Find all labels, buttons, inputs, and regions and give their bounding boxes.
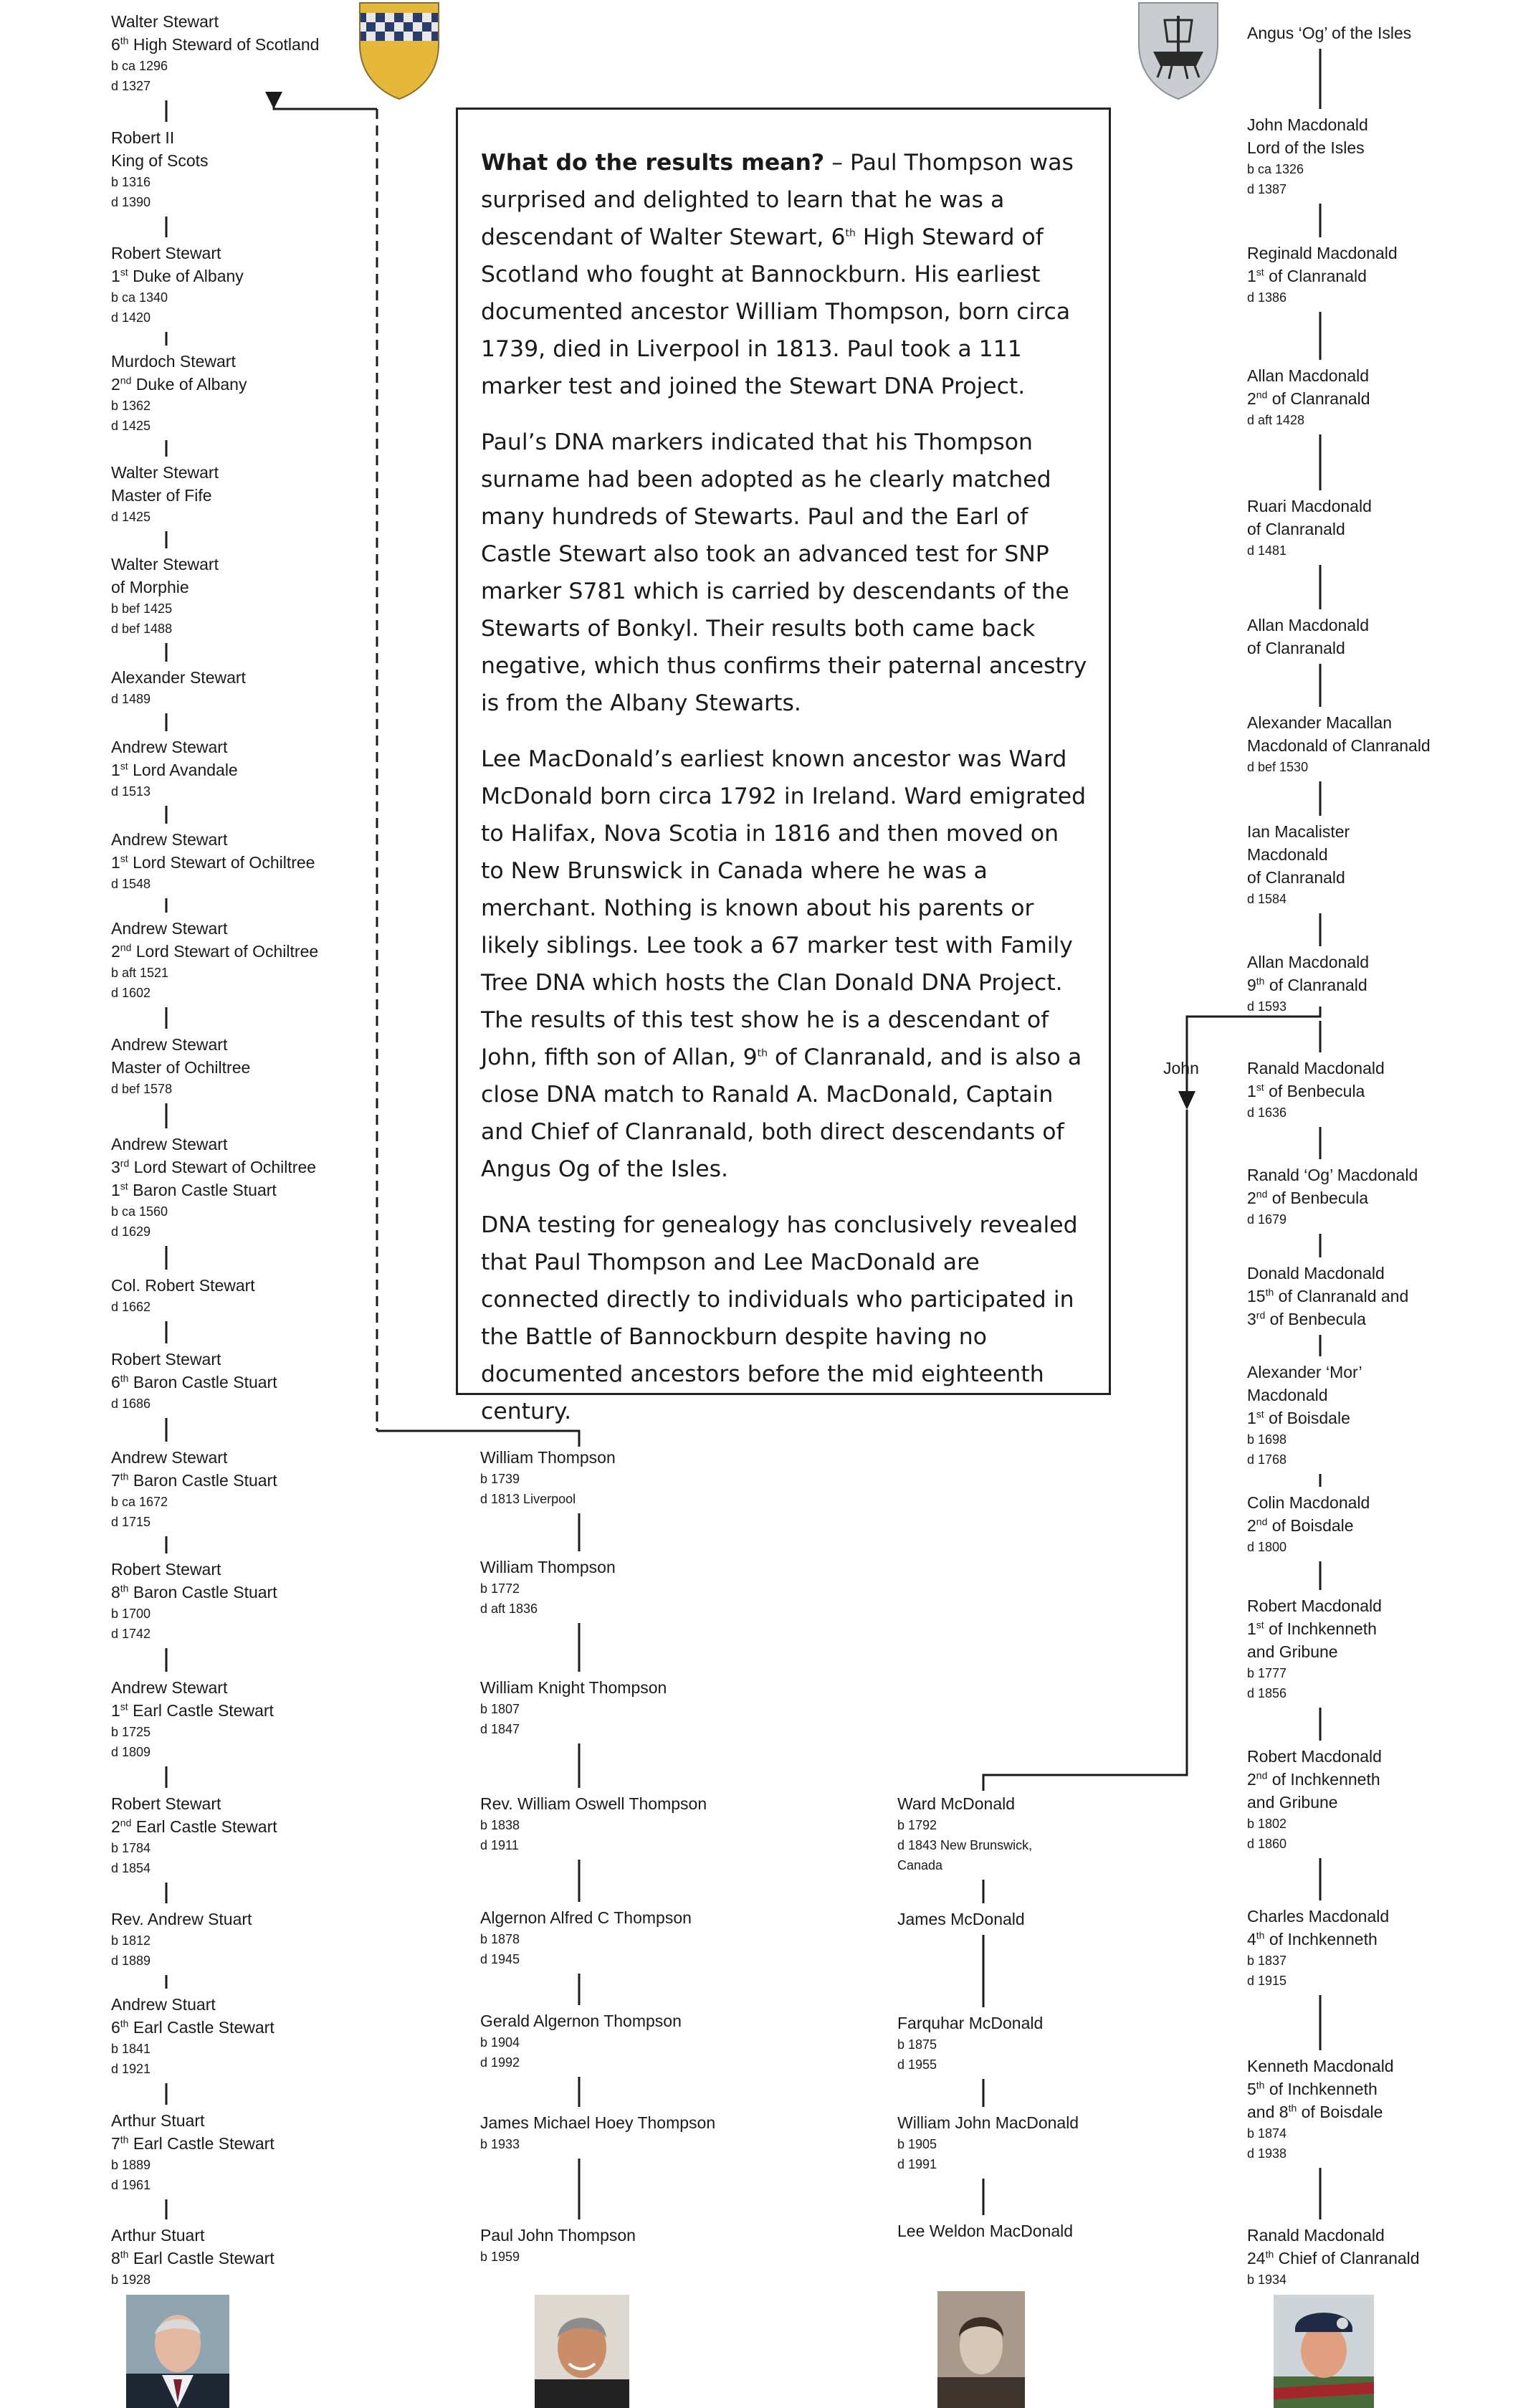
- person-stewart-9: [111, 917, 318, 1003]
- person-name: Allan Macdonald: [1247, 366, 1370, 385]
- person-title: 4th of Inchkenneth: [1247, 1929, 1378, 1948]
- person-date: b ca 1340: [111, 290, 168, 305]
- branch-label-john: John: [1163, 1059, 1199, 1077]
- paragraph-text: Paul’s DNA markers indicated that his Thompson surname had been adopted as he clearly matched many hundreds of Stewarts. Paul and the Earl of Castle Stewart also took an advanced test for SNP marker S781 which is carried by descendants of the Stewarts of Bonkyl. Their results both came back negative, which thus confirms their paternal ancestry is from the Albany Stewarts.: [481, 429, 1087, 716]
- person-date: b 1838: [480, 1818, 520, 1832]
- person-clanranald-12: [1247, 1361, 1362, 1470]
- person-date: d 1843 New Brunswick,: [897, 1838, 1033, 1852]
- person-name: William Thompson: [480, 1448, 616, 1467]
- person-name: Donald Macdonald: [1247, 1264, 1385, 1282]
- person-clanranald-3: [1247, 364, 1370, 430]
- person-stewart-15: [111, 1558, 277, 1644]
- person-date: d aft 1428: [1247, 413, 1305, 427]
- person-thompson-4: [480, 1906, 692, 1969]
- person-date: b 1959: [480, 2250, 520, 2264]
- person-date: d 1420: [111, 310, 151, 325]
- paul-thompson-photo: [535, 2295, 629, 2408]
- lee-macdonald-photo: [937, 2291, 1025, 2408]
- person-name: Ward McDonald: [897, 1794, 1016, 1813]
- person-date: d 1513: [111, 784, 151, 799]
- person-name: Rev. Andrew Stuart: [111, 1910, 252, 1928]
- person-stewart-2: [111, 242, 244, 328]
- person-title: 2nd Earl Castle Stewart: [111, 1817, 277, 1836]
- person-date: b ca 1560: [111, 1204, 168, 1219]
- person-name: Andrew Stewart: [111, 830, 228, 849]
- person-title: 2nd Lord Stewart of Ochiltree: [111, 941, 319, 961]
- person-date: b 1837: [1247, 1953, 1287, 1968]
- person-name: Andrew Stewart: [111, 1035, 228, 1054]
- person-title: 1st of Boisdale: [1247, 1408, 1350, 1427]
- person-date: b 1802: [1247, 1817, 1287, 1831]
- results-explanation-box: [456, 108, 1111, 1424]
- person-date: b ca 1672: [111, 1495, 168, 1509]
- person-name: Robert Macdonald: [1247, 1596, 1382, 1615]
- person-date: d 1548: [111, 877, 151, 891]
- person-mcdonald-0: [897, 1792, 1032, 1875]
- person-date: d 1911: [480, 1838, 519, 1852]
- person-date: d 1425: [111, 419, 151, 433]
- person-stewart-11: [111, 1133, 316, 1242]
- person-title: 2nd of Inchkenneth: [1247, 1769, 1380, 1789]
- person-stewart-19: [111, 1993, 275, 2079]
- person-date: d 1809: [111, 1745, 151, 1759]
- person-date: d 1386: [1247, 290, 1287, 305]
- person-date: d 1636: [1247, 1105, 1287, 1120]
- person-name: Charles Macdonald: [1247, 1907, 1390, 1926]
- person-title: and 8th of Boisdale: [1247, 2102, 1383, 2121]
- person-title: 1st of Inchkenneth: [1247, 1619, 1377, 1638]
- person-date: d 1679: [1247, 1212, 1287, 1227]
- arthur-stuart-photo: [126, 2295, 229, 2408]
- person-name: Robert II: [111, 128, 175, 147]
- person-name: Walter Stewart: [111, 12, 219, 31]
- person-title: 2nd of Benbecula: [1247, 1188, 1369, 1207]
- person-stewart-17: [111, 1792, 277, 1878]
- person-date: d 1921: [111, 2062, 151, 2076]
- person-title: 15th of Clanranald and: [1247, 1286, 1409, 1305]
- person-date: d aft 1836: [480, 1602, 538, 1616]
- person-clanranald-8: [1247, 951, 1369, 1017]
- person-date: d 1593: [1247, 999, 1287, 1014]
- person-title: of Clanranald: [1247, 868, 1345, 887]
- person-name: Andrew Stewart: [111, 1678, 228, 1697]
- person-name: Ranald Macdonald: [1247, 2226, 1385, 2245]
- person-title: Lord of the Isles: [1247, 138, 1365, 157]
- person-title: 8th Earl Castle Stewart: [111, 2248, 275, 2267]
- person-name: Allan Macdonald: [1247, 953, 1370, 971]
- person-date: d 1327: [111, 79, 151, 93]
- explanation-paragraph: [481, 144, 1087, 405]
- person-date: b 1698: [1247, 1432, 1287, 1447]
- person-date: d 1860: [1247, 1837, 1287, 1851]
- person-date: d 1992: [480, 2055, 520, 2070]
- person-stewart-1: [111, 126, 209, 212]
- person-thompson-5: [480, 2009, 682, 2073]
- person-stewart-7: [111, 736, 238, 801]
- person-date: b 1878: [480, 1932, 520, 1946]
- person-title: 3rd Lord Stewart of Ochiltree: [111, 1157, 317, 1176]
- person-mcdonald-4: [897, 2219, 1073, 2242]
- person-name: John Macdonald: [1247, 115, 1368, 134]
- person-date: d 1768: [1247, 1452, 1287, 1467]
- person-clanranald-0: [1247, 22, 1411, 44]
- person-name: Alexander Stewart: [111, 668, 246, 687]
- person-date: b 1777: [1247, 1666, 1287, 1680]
- person-name: Robert Stewart: [111, 1794, 221, 1813]
- person-thompson-2: [480, 1676, 667, 1739]
- person-title: Master of Ochiltree: [111, 1058, 251, 1077]
- person-mcdonald-3: [897, 2111, 1079, 2174]
- person-date: b 1772: [480, 1581, 520, 1596]
- person-mcdonald-1: [897, 1908, 1025, 1931]
- person-title: 9th of Clanranald: [1247, 975, 1367, 994]
- person-date: d 1390: [111, 195, 151, 209]
- person-date: d 1425: [111, 510, 151, 524]
- person-title: Macdonald: [1247, 1386, 1328, 1404]
- person-date: d bef 1578: [111, 1082, 173, 1096]
- person-name: William Thompson: [480, 1558, 616, 1576]
- person-name: Alexander Macallan: [1247, 713, 1393, 732]
- person-name: Alexander ‘Mor’: [1247, 1363, 1362, 1381]
- person-title: 1st Lord Stewart of Ochiltree: [111, 852, 315, 872]
- paragraph-lead: What do the results mean?: [481, 150, 825, 176]
- person-title: King of Scots: [111, 151, 209, 170]
- person-name: Andrew Stuart: [111, 1995, 216, 2014]
- paragraph-text: Lee MacDonald’s earliest known ancestor was Ward McDonald born circa 1792 in Ireland. Ward emigrated to Halifax, Nova Scotia in 1816 and then moved on to New Brunswick in Canada where he was a merchant. Nothing is known about his parents or likely siblings. Lee took a 67 marker test with Family Tree DNA which hosts the Clan Donald DNA Project. The results of this test show he is a descendant of John, fifth son of Allan, 9th of Clanranald, and is also a close DNA match to Ranald A. MacDonald, Captain and Chief of Clanranald, both direct descendants of Angus Og of the Isles.: [481, 746, 1087, 1182]
- person-stewart-16: [111, 1676, 274, 1762]
- person-date: d 1945: [480, 1952, 520, 1966]
- person-date: b 1362: [111, 399, 151, 413]
- person-title: of Morphie: [111, 578, 189, 596]
- person-title: of Clanranald: [1247, 520, 1345, 538]
- person-name: Kenneth Macdonald: [1247, 2057, 1394, 2075]
- person-date: d 1387: [1247, 182, 1287, 196]
- person-date: b 1875: [897, 2037, 937, 2052]
- person-title: 1st Lord Avandale: [111, 760, 238, 779]
- person-date: d 1955: [897, 2057, 937, 2072]
- person-thompson-0: [480, 1446, 616, 1509]
- person-title: 6th Baron Castle Stuart: [111, 1372, 277, 1391]
- person-clanranald-10: [1247, 1163, 1418, 1229]
- person-date: d 1686: [111, 1396, 151, 1411]
- person-date: b 1874: [1247, 2126, 1287, 2141]
- person-name: Arthur Stuart: [111, 2111, 205, 2130]
- person-date: d 1629: [111, 1224, 151, 1239]
- paragraph-text: DNA testing for genealogy has conclusively revealed that Paul Thompson and Lee MacDonald are connected directly to individuals who participated in the Battle of Bannockburn despite having no documented ancestors before the mid eighteenth century.: [481, 1212, 1078, 1424]
- person-date: d 1856: [1247, 1686, 1287, 1700]
- person-date: b 1784: [111, 1841, 151, 1855]
- person-name: Col. Robert Stewart: [111, 1276, 255, 1295]
- person-name: Reginald Macdonald: [1247, 244, 1398, 262]
- person-title: and Gribune: [1247, 1793, 1338, 1812]
- person-thompson-1: [480, 1556, 616, 1619]
- person-thompson-7: [480, 2224, 636, 2267]
- person-name: Robert Stewart: [111, 1350, 221, 1369]
- person-stewart-10: [111, 1033, 250, 1099]
- person-date: b 1792: [897, 1818, 937, 1832]
- stewart-shield-icon: [357, 0, 441, 100]
- person-date: b bef 1425: [111, 601, 173, 616]
- person-date: b 1316: [111, 175, 151, 189]
- person-date: b 1905: [897, 2137, 937, 2151]
- person-title: 6th Earl Castle Stewart: [111, 2017, 275, 2037]
- person-date: d 1481: [1247, 543, 1287, 558]
- person-date: d 1847: [480, 1722, 520, 1736]
- person-date: d 1662: [111, 1300, 151, 1314]
- person-date: d 1889: [111, 1953, 151, 1968]
- person-date: d 1961: [111, 2178, 151, 2192]
- person-date: d bef 1488: [111, 622, 173, 636]
- person-name: Gerald Algernon Thompson: [480, 2012, 682, 2030]
- person-title: Macdonald: [1247, 845, 1328, 864]
- person-title: 6th High Steward of Scotland: [111, 34, 320, 54]
- person-stewart-18: [111, 1908, 252, 1971]
- person-stewart-20: [111, 2109, 275, 2195]
- isles-galley-shield-icon: [1136, 0, 1221, 100]
- person-name: James Michael Hoey Thompson: [480, 2113, 716, 2132]
- person-name: Arthur Stuart: [111, 2226, 205, 2245]
- person-date: d 1489: [111, 692, 151, 706]
- person-thompson-6: [480, 2111, 715, 2154]
- person-clanranald-17: [1247, 2055, 1394, 2164]
- person-stewart-12: [111, 1274, 255, 1317]
- person-name: Andrew Stewart: [111, 1448, 228, 1467]
- person-title: 24th Chief of Clanranald: [1247, 2248, 1420, 2267]
- person-clanranald-15: [1247, 1745, 1382, 1854]
- person-date: b 1933: [480, 2137, 520, 2151]
- person-title: 1st Earl Castle Stewart: [111, 1700, 274, 1720]
- explanation-paragraph: [481, 424, 1087, 722]
- person-title: of Clanranald: [1247, 639, 1345, 657]
- person-stewart-4: [111, 461, 219, 527]
- person-name: Ranald Macdonald: [1247, 1059, 1385, 1077]
- person-date: b 1812: [111, 1933, 151, 1948]
- person-stewart-5: [111, 553, 219, 639]
- person-title: 1st of Benbecula: [1247, 1081, 1365, 1100]
- person-date: d bef 1530: [1247, 760, 1309, 774]
- person-title: 2nd of Clanranald: [1247, 389, 1370, 408]
- person-date: d 1715: [111, 1515, 151, 1529]
- person-date: b ca 1326: [1247, 162, 1304, 176]
- person-title: Macdonald of Clanranald: [1247, 736, 1431, 755]
- person-name: Colin Macdonald: [1247, 1493, 1370, 1512]
- ranald-macdonald-photo: [1274, 2295, 1374, 2408]
- person-date: Canada: [897, 1858, 943, 1872]
- person-title: and Gribune: [1247, 1642, 1338, 1661]
- person-stewart-0: [111, 10, 319, 96]
- person-title: 5th of Inchkenneth: [1247, 2079, 1378, 2098]
- explanation-paragraph: [481, 1207, 1087, 1430]
- person-date: b 1739: [480, 1472, 520, 1486]
- person-date: d 1991: [897, 2157, 937, 2171]
- person-stewart-21: [111, 2224, 275, 2290]
- person-clanranald-1: [1247, 113, 1368, 199]
- person-name: Walter Stewart: [111, 463, 219, 482]
- person-clanranald-16: [1247, 1905, 1389, 1991]
- person-clanranald-9: [1247, 1057, 1385, 1123]
- person-date: d 1602: [111, 986, 151, 1000]
- person-clanranald-5: [1247, 614, 1369, 660]
- person-title: 7th Earl Castle Stewart: [111, 2133, 275, 2153]
- person-name: James McDonald: [897, 1910, 1025, 1928]
- person-name: Robert Macdonald: [1247, 1747, 1382, 1766]
- person-name: Farquhar McDonald: [897, 2014, 1044, 2032]
- person-date: b 1841: [111, 2042, 151, 2056]
- person-title: 1st Baron Castle Stuart: [111, 1180, 277, 1199]
- person-name: Algernon Alfred C Thompson: [480, 1908, 692, 1927]
- person-title: 1st of Clanranald: [1247, 266, 1367, 285]
- person-title: 7th Baron Castle Stuart: [111, 1470, 277, 1490]
- person-name: Andrew Stewart: [111, 738, 228, 756]
- paragraph-text: – Paul Thompson was surprised and delighted to learn that he was a descendant of Walter Stewart, 6th High Steward of Scotland who fought at Bannockburn. His earliest documented ancestor William Thompson, born circa 1739, died in Liverpool in 1813. Paul took a 111 marker test and joined the Stewart DNA Project.: [481, 150, 1074, 399]
- person-date: d 1800: [1247, 1540, 1287, 1554]
- person-mcdonald-2: [897, 2012, 1043, 2075]
- person-name: Ranald ‘Og’ Macdonald: [1247, 1166, 1418, 1184]
- person-title: 2nd of Boisdale: [1247, 1515, 1354, 1535]
- person-title: 1st Duke of Albany: [111, 266, 244, 285]
- person-clanranald-18: [1247, 2224, 1420, 2290]
- explanation-paragraph: [481, 741, 1087, 1188]
- person-date: d 1584: [1247, 892, 1287, 906]
- person-name: Andrew Stewart: [111, 919, 228, 938]
- person-name: Robert Stewart: [111, 244, 221, 262]
- person-thompson-3: [480, 1792, 707, 1855]
- person-stewart-3: [111, 350, 247, 436]
- person-title: 3rd of Benbecula: [1247, 1309, 1366, 1328]
- person-date: b 1725: [111, 1725, 151, 1739]
- person-name: Rev. William Oswell Thompson: [480, 1794, 707, 1813]
- person-clanranald-6: [1247, 711, 1431, 777]
- person-clanranald-13: [1247, 1491, 1370, 1557]
- person-date: b 1807: [480, 1702, 520, 1716]
- person-title: Master of Fife: [111, 486, 212, 505]
- person-name: William John MacDonald: [897, 2113, 1079, 2132]
- person-name: Lee Weldon MacDonald: [897, 2222, 1074, 2240]
- person-date: d 1813 Liverpool: [480, 1492, 576, 1506]
- person-date: b ca 1296: [111, 59, 168, 73]
- person-name: Ruari Macdonald: [1247, 497, 1372, 515]
- person-date: b 1889: [111, 2158, 151, 2172]
- person-date: d 1854: [111, 1861, 151, 1875]
- person-name: Allan Macdonald: [1247, 616, 1370, 634]
- person-name: Murdoch Stewart: [111, 352, 236, 371]
- person-name: Robert Stewart: [111, 1560, 221, 1579]
- person-date: b 1904: [480, 2035, 520, 2050]
- person-date: d 1915: [1247, 1974, 1287, 1988]
- person-stewart-8: [111, 828, 315, 894]
- person-stewart-6: [111, 666, 246, 709]
- person-name: Ian Macalister: [1247, 822, 1350, 841]
- person-name: Angus ‘Og’ of the Isles: [1247, 24, 1412, 42]
- person-date: b aft 1521: [111, 966, 169, 980]
- person-name: William Knight Thompson: [480, 1678, 667, 1697]
- person-clanranald-14: [1247, 1594, 1382, 1703]
- person-stewart-13: [111, 1348, 277, 1414]
- person-clanranald-7: [1247, 820, 1350, 909]
- person-clanranald-2: [1247, 242, 1398, 308]
- person-name: Paul John Thompson: [480, 2226, 636, 2245]
- person-title: 2nd Duke of Albany: [111, 374, 247, 394]
- person-date: d 1742: [111, 1627, 151, 1641]
- john-branch-arrow: [1178, 1091, 1195, 1110]
- person-date: d 1938: [1247, 2146, 1287, 2161]
- person-name: Andrew Stewart: [111, 1135, 228, 1153]
- person-date: b 1928: [111, 2273, 151, 2287]
- person-date: b 1934: [1247, 2273, 1287, 2287]
- person-stewart-14: [111, 1446, 277, 1532]
- person-name: Walter Stewart: [111, 555, 219, 574]
- person-title: 8th Baron Castle Stuart: [111, 1582, 277, 1602]
- person-clanranald-4: [1247, 495, 1372, 561]
- person-clanranald-11: [1247, 1262, 1408, 1331]
- person-date: b 1700: [111, 1607, 151, 1621]
